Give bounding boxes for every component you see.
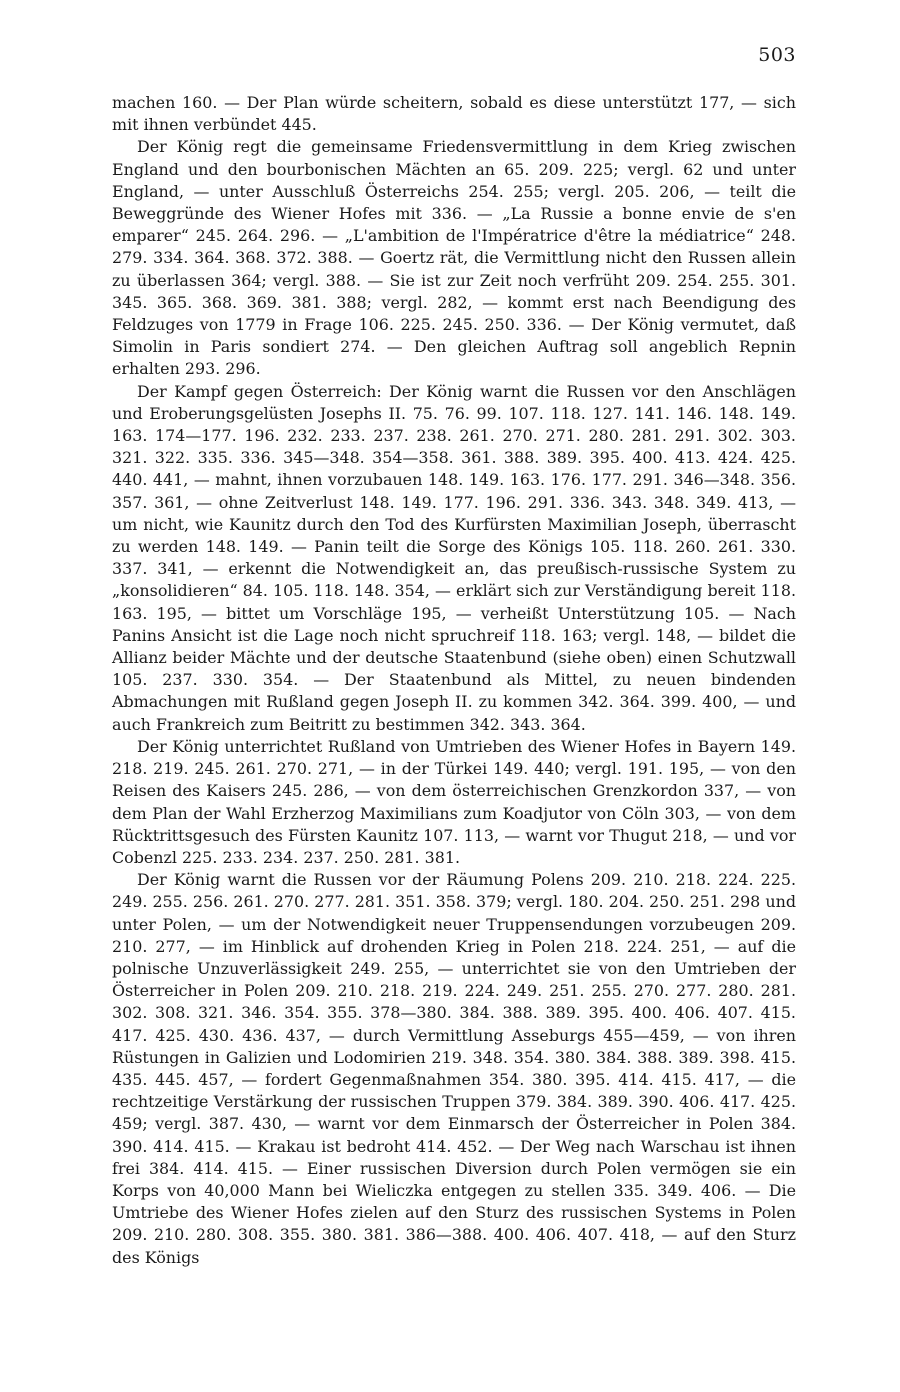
paragraph-5: Der König warnt die Russen vor der Räumung Polens 209. 210. 218. 224. 225. 249. 255. 256. 261. 270. 277. 281. 351. 358. 379; vergl. 180. 204. 250. 251. 298 und unter Polen, — um der Notwendigkeit neuer Truppensendungen vorzubeugen 209. 210. 277, — im Hinblick auf drohenden Krieg in Polen 218. 224. 251, — auf die polnische Unzuverlässigkeit 249. 255, — unterrichtet sie von den Umtrieben der Österreicher in Polen 209. 210. 218. 219. 224. 249. 251. 255. 270. 277. 280. 281. 302. 308. 321. 346. 354. 355. 378—380. 384. 388. 389. 395. 400. 406. 407. 415. 417. 425. 430. 436. 437, — durch Vermittlung Asseburgs 455—459, — von ihren Rüstungen in Galizien und Lodomirien 219. 348. 354. 380. 384. 388. 389. 398. 415. 435. 445. 457, — fordert Gegenmaßnahmen 354. 380. 395. 414. 415. 417, — die rechtzeitige Verstärkung der russischen Truppen 379. 384. 389. 390. 406. 417. 425. 459; vergl. 387. 430, — warnt vor dem Einmarsch der Österreicher in Polen 384. 390. 414. 415. — Krakau ist bedroht 414. 452. — Der Weg nach Warschau ist ihnen frei 384. 414. 415. — Einer russischen Diversion durch Polen vermögen sie ein Korps von 40,000 Mann bei Wieliczka entgegen zu stellen 335. 349. 406. — Die Umtriebe des Wiener Hofes zielen auf den Sturz des russischen Systems in Polen 209. 210. 280. 308. 355. 380. 381. 386—388. 400. 406. 407. 418, — auf den Sturz des Königs (112, 870, 796, 1267)
page-number: 503 (758, 44, 796, 66)
paragraph-4: Der König unterrichtet Rußland von Umtrieben des Wiener Hofes in Bayern 149. 218. 219. 245. 261. 270. 271, — in der Türkei 149. 440; vergl. 191. 195, — von den Reisen des Kaisers 245. 286, — von dem österreichischen Grenzkordon 337, — von dem Plan der Wahl Erzherzog Maximilians zum Koadjutor von Cöln 303, — von dem Rücktrittsgesuch des Fürsten Kaunitz 107. 113, — warnt vor Thugut 218, — und vor Cobenzl 225. 233. 234. 237. 250. 281. 381. (112, 736, 796, 867)
paragraph-2: Der König regt die gemeinsame Friedensvermittlung in dem Krieg zwischen England und den bourbonischen Mächten an 65. 209. 225; vergl. 62 und unter England, — unter Ausschluß Österreichs 254. 255; vergl. 205. 206, — teilt die Beweggründe des Wiener Hofes mit 336. — „La Russie a bonne envie de s'en emparer“ 245. 264. 296. — „L'ambition de l'Impératrice d'être la médiatrice“ 248. 279. 334. 364. 368. 372. 388. — Goertz rät, die Vermittlung nicht den Russen allein zu überlassen 364; vergl. 388. — Sie ist zur Zeit noch verfrüht 209. 254. 255. 301. 345. 365. 368. 369. 381. 388; vergl. 282, — kommt erst nach Beendigung des Feldzuges von 1779 in Frage 106. 225. 245. 250. 336. — Der König vermutet, daß Simolin in Paris sondiert 274. — Den gleichen Auftrag soll angeblich Repnin erhalten 293. 296. (112, 137, 796, 379)
paragraph-1: machen 160. — Der Plan würde scheitern, sobald es diese unterstützt 177, — sich mit ihnen verbündet 445. (112, 93, 796, 135)
paragraph-3: Der Kampf gegen Österreich: Der König warnt die Russen vor den Anschlägen und Eroberungsgelüsten Josephs II. 75. 76. 99. 107. 118. 127. 141. 146. 148. 149. 163. 174—177. 196. 232. 233. 237. 238. 261. 270. 271. 280. 281. 291. 302. 303. 321. 322. 335. 336. 345—348. 354—358. 361. 388. 389. 395. 400. 413. 424. 425. 440. 441, — mahnt, ihnen vorzubauen 148. 149. 163. 176. 177. 291. 346—348. 356. 357. 361, — ohne Zeitverlust 148. 149. 177. 196. 291. 336. 343. 348. 349. 413, — um nicht, wie Kaunitz durch den Tod des Kurfürsten Maximilian Joseph, überrascht zu werden 148. 149. — Panin teilt die Sorge des Königs 105. 118. 260. 261. 330. 337. 341, — erkennt die Notwendigkeit an, das preußisch-russische System zu „konsolidieren“ 84. 105. 118. 148. 354, — erklärt sich zur Verständigung bereit 118. 163. 195, — bittet um Vorschläge 195, — verheißt Unterstützung 105. — Nach Panins Ansicht ist die Lage noch nicht spruchreif 118. 163; vergl. 148, — bildet die Allianz beider Mächte und der deutsche Staatenbund (siehe oben) einen Schutzwall 105. 237. 330. 354. — Der Staatenbund als Mittel, zu neuen bindenden Abmachungen mit Rußland gegen Joseph II. zu kommen 342. 364. 399. 400, — und auch Frankreich zum Beitritt zu bestimmen 342. 343. 364. (112, 381, 796, 734)
index-text-column (112, 92, 796, 1269)
